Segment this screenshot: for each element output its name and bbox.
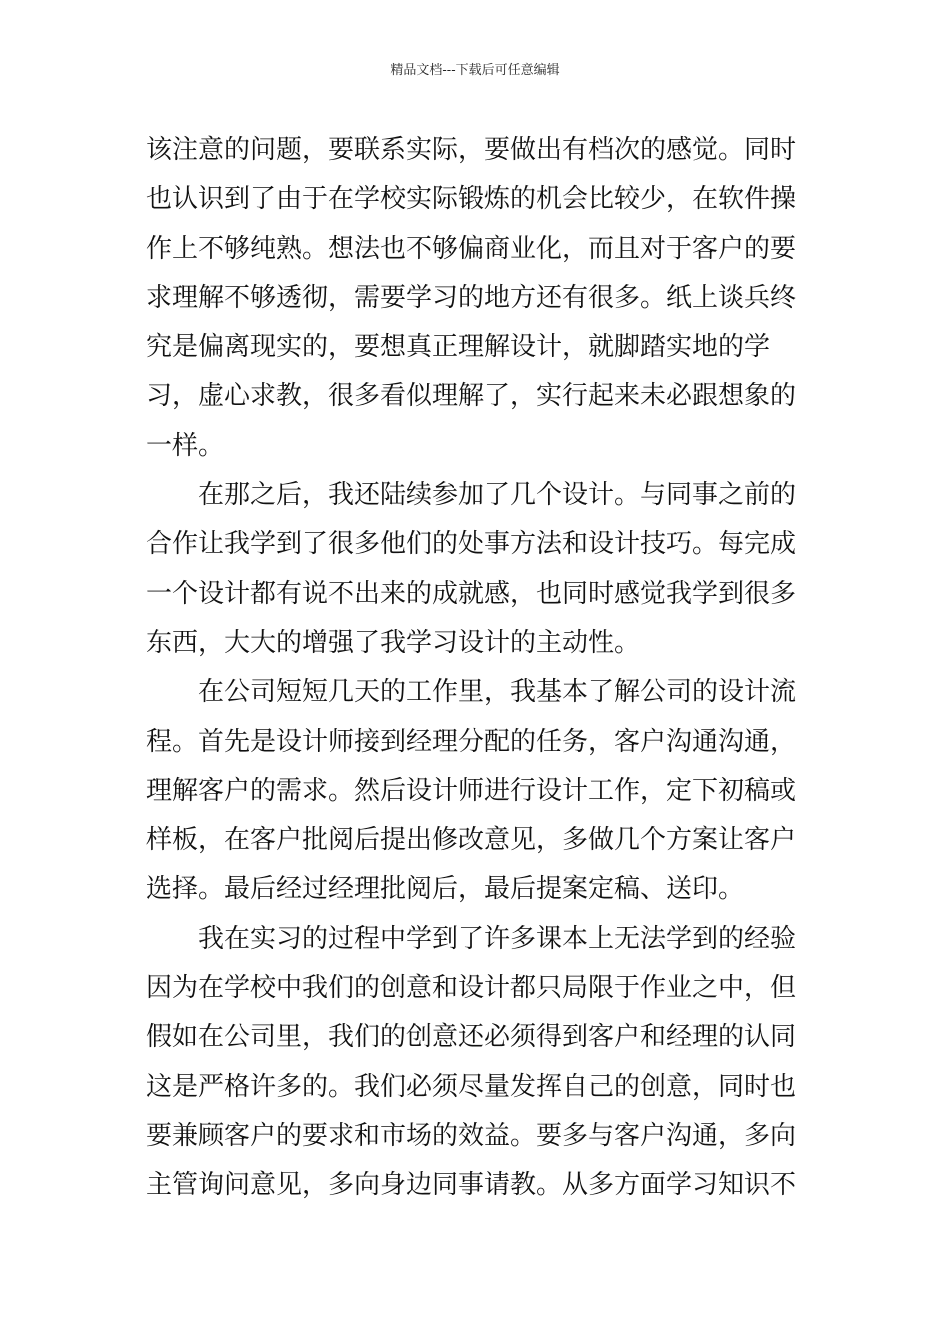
text-line: 假如在公司里，我们的创意还必须得到客户和经理的认同 xyxy=(146,1022,797,1053)
text-line: 究是偏离现实的，要想真正理解设计，就脚踏实地的学 xyxy=(146,332,771,363)
text-line: 东西，大大的增强了我学习设计的主动性。 xyxy=(146,627,641,658)
text-line: 该注意的问题，要联系实际，要做出有档次的感觉。同时 xyxy=(146,135,797,165)
page-header: 精品文档---下载后可任意编辑 xyxy=(390,63,560,78)
paragraph-first-line: 在公司短短几天的工作里，我基本了解公司的设计流 xyxy=(198,677,797,708)
text-line: 要兼顾客户的要求和市场的效益。要多与客户沟通，多向 xyxy=(146,1120,797,1151)
text-line: 样板，在客户批阅后提出修改意见，多做几个方案让客户 xyxy=(146,825,797,856)
text-line: 也认识到了由于在学校实际锻炼的机会比较少，在软件操 xyxy=(146,184,797,215)
text-line: 因为在学校中我们的创意和设计都只局限于作业之中，但 xyxy=(146,973,797,1004)
text-line: 主管询问意见，多向身边同事请教。从多方面学习知识不 xyxy=(146,1170,797,1201)
paragraph-first-line: 我在实习的过程中学到了许多课本上无法学到的经验 xyxy=(198,923,797,954)
text-line: 作上不够纯熟。想法也不够偏商业化，而且对于客户的要 xyxy=(146,233,797,264)
text-line: 程。首先是设计师接到经理分配的任务，客户沟通沟通， xyxy=(146,726,797,757)
document-body xyxy=(146,126,816,1211)
text-line: 选择。最后经过经理批阅后，最后提案定稿、送印。 xyxy=(146,874,745,905)
text-line: 求理解不够透彻，需要学习的地方还有很多。纸上谈兵终 xyxy=(146,282,797,313)
text-line: 一样。 xyxy=(146,430,225,461)
text-line: 理解客户的需求。然后设计师进行设计工作，定下初稿或 xyxy=(146,775,797,806)
text-line: 合作让我学到了很多他们的处事方法和设计技巧。每完成 xyxy=(146,529,797,560)
text-line: 这是严格许多的。我们必须尽量发挥自己的创意，同时也 xyxy=(146,1071,797,1102)
text-line: 一个设计都有说不出来的成就感，也同时感觉我学到很多 xyxy=(146,578,797,609)
text-line: 习，虚心求教，很多看似理解了，实行起来未必跟想象的 xyxy=(146,381,797,412)
paragraph-first-line: 在那之后，我还陆续参加了几个设计。与同事之前的 xyxy=(198,480,797,511)
